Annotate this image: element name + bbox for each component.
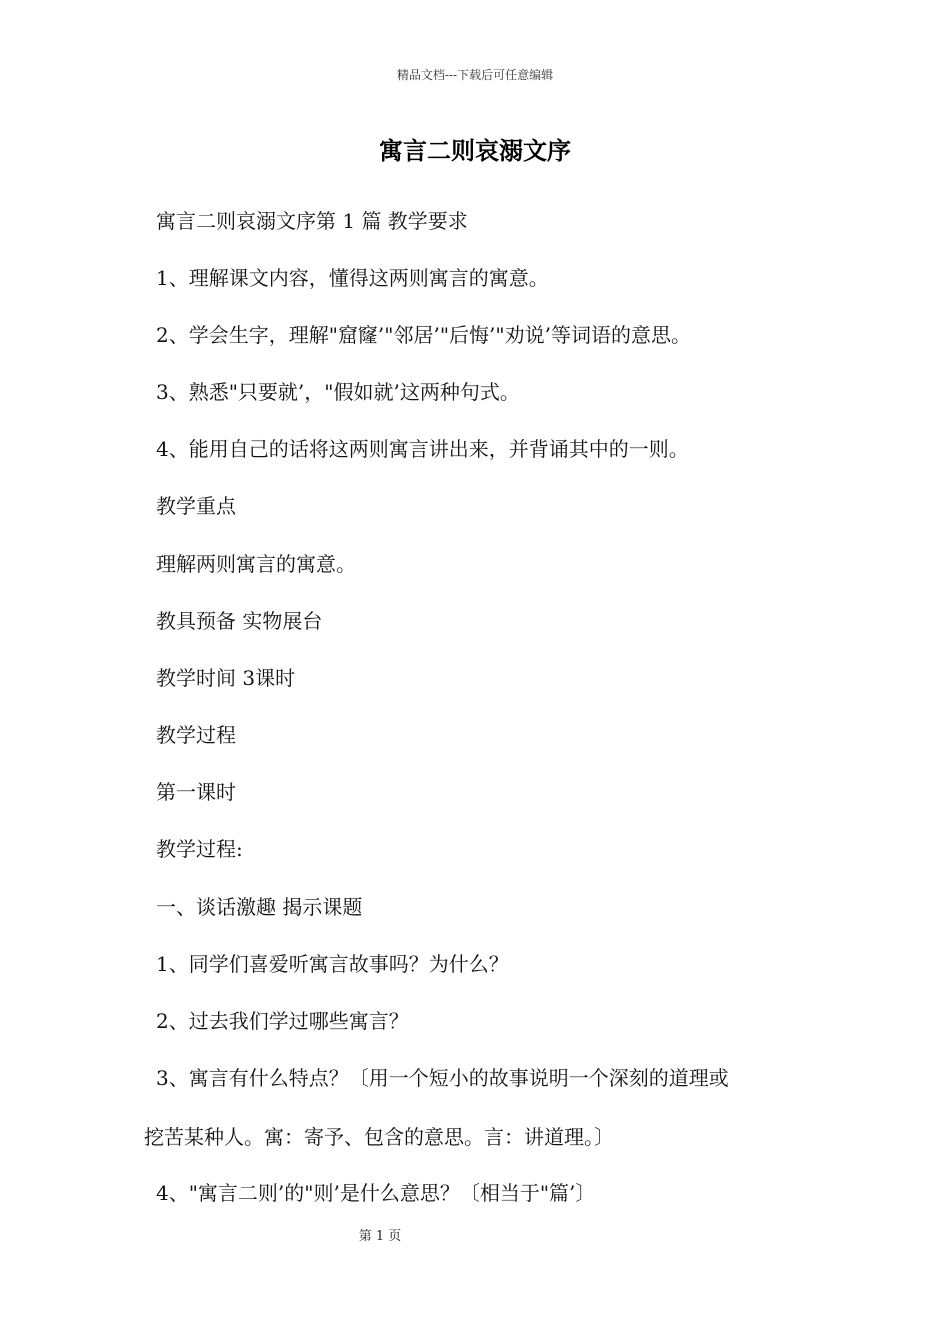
section-heading: 教学过程 [156,723,236,747]
paragraph-line: 3、熟悉"只要就’，"假如就’这两种句式。 [156,380,520,404]
paragraph-line: 2、过去我们学过哪些寓言？ [156,1009,409,1033]
paragraph-line: 3、寓言有什么特点？〔用一个短小的故事说明一个深刻的道理或 [156,1066,729,1090]
paragraph-line: 4、能用自己的话将这两则寓言讲出来，并背诵其中的一则。 [156,437,689,461]
section-heading: 教学过程: [156,837,243,861]
page-header: 精品文档---下载后可任意编辑 [396,68,554,82]
paragraph-line: 寓言二则哀溺文序第 1 篇 教学要求 [156,209,468,233]
section-heading: 一、谈话激趣 揭示课题 [156,895,363,919]
section-heading: 第一课时 [156,780,236,804]
section-heading: 教学重点 [156,494,236,518]
document-title: 寓言二则哀溺文序 [379,136,571,165]
paragraph-line: 挖苦某种人。寓：寄予、包含的意思。言：讲道理。〕 [144,1125,614,1149]
paragraph-line: 1、同学们喜爱听寓言故事吗？为什么？ [156,952,509,976]
paragraph-line: 2、学会生字，理解"窟窿’"邻居’"后悔’"劝说’等词语的意思。 [156,323,691,347]
page-number: 第 1 页 [358,1229,402,1244]
paragraph-line: 4、"寓言二则’的"则’是什么意思？〔相当于"篇’〕 [156,1181,596,1205]
paragraph-line: 理解两则寓言的寓意。 [156,552,356,576]
paragraph-line: 1、理解课文内容，懂得这两则寓言的寓意。 [156,266,549,290]
paragraph-line: 教学时间 3课时 [156,666,296,690]
paragraph-line: 教具预备 实物展台 [156,609,323,633]
